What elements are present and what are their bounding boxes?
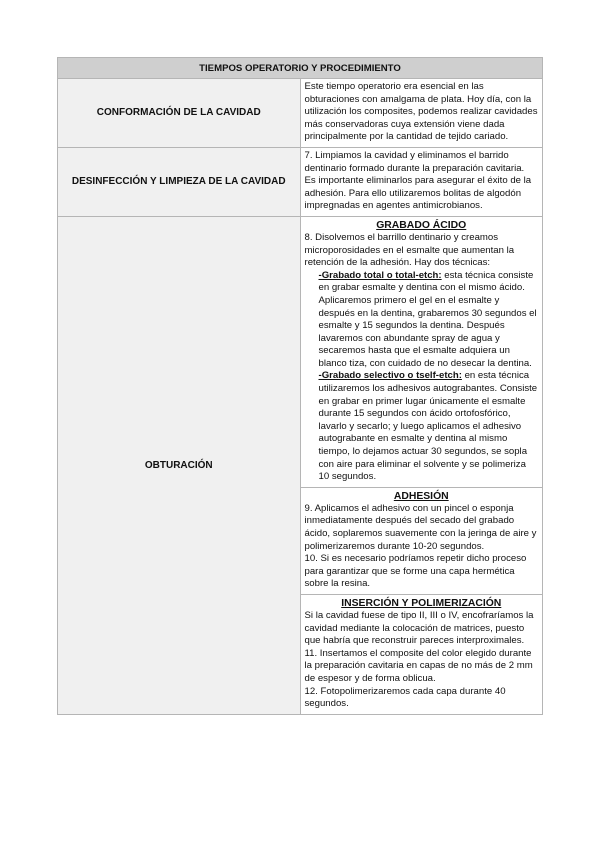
- table-title: TIEMPOS OPERATORIO Y PROCEDIMIENTO: [58, 58, 543, 79]
- technique-self-etch: [305, 370, 539, 483]
- row-label-desinfeccion: DESINFECCIÓN Y LIMPIEZA DE LA CAVIDAD: [58, 147, 301, 216]
- technique-total-etch: [305, 270, 539, 371]
- insercion-cell: [300, 594, 543, 714]
- grabado-title: GRABADO ÁCIDO: [376, 219, 467, 231]
- technique-self-text: en esta técnica utilizaremos los adhesivos autograbantes. Consiste en grabar en primer lugar únicamente el esmalte durante 15 segundos con ácido ortofosfórico, lavarlo y secarlo; y luego aplicamos el adhesivo autograbante en esmalte y dentina al mismo tiempo, lo dejamos actuar 30 segundos, se sopla con aire para eliminar el solvente y se polimeriza 10 segundos.: [318, 370, 538, 483]
- grabado-cell: [300, 216, 543, 487]
- insercion-p2: 11. Insertamos el composite del color elegido durante la preparación cavitaria en capas de no más de 2 mm de espesor y de forma oblicua.: [304, 647, 533, 684]
- adhesion-p1: 9. Aplicamos el adhesivo con un pincel o esponja inmediatamente después del secado del grabado ácido, soplaremos suavemente con la jeringa de aire y polimerizaremos durante 10-20 segundos.: [304, 502, 537, 552]
- insercion-p3: 12. Fotopolimerizaremos cada capa durante 40 segundos.: [304, 685, 506, 710]
- row-text-desinfeccion: 7. Limpiamos la cavidad y eliminamos el barrido dentinario formado durante la preparación cavitaria. Es importante eliminarlos para asegurar el éxito de la adhesión. Para ello utilizaremos bolitas de algodón impregnadas en agentes antimicrobianos.: [300, 147, 543, 216]
- grabado-intro: 8. Disolvemos el barrillo dentinario y creamos microporosidades en el esmalte que aumentan la retención de la adhesión. Hay dos técnicas:: [304, 231, 515, 269]
- insercion-title: INSERCIÓN Y POLIMERIZACIÓN: [341, 597, 502, 609]
- table-row: [58, 216, 543, 487]
- adhesion-title: ADHESIÓN: [393, 490, 449, 502]
- row-label-conformacion: CONFORMACIÓN DE LA CAVIDAD: [58, 79, 301, 148]
- procedure-table: [57, 57, 543, 715]
- row-text-conformacion: Este tiempo operatorio era esencial en las obturaciones con amalgama de plata. Hoy día, con la utilización los composites, podemos realizar cavidades más conservadoras cuya extensión viene dada principalmente por la cantidad de tejido cariado.: [300, 79, 543, 148]
- table-row: [58, 147, 543, 216]
- adhesion-cell: [300, 487, 543, 594]
- technique-total-text: esta técnica consiste en grabar esmalte y dentina con el mismo ácido. Aplicaremos primero el gel en el esmalte y después en la dentina, grabaremos 30 segundos el esmalte y 15 segundos la dentina. Después lavaremos con abundante spray de agua y secaremos hasta que el esmalte adquiera un blanco tiza, con cuidado de no desecar la dentina.: [318, 269, 537, 369]
- table-row: [58, 79, 543, 148]
- row-label-obturacion: OBTURACIÓN: [58, 216, 301, 714]
- technique-self-label: -Grabado selectivo o tself-etch:: [318, 370, 462, 382]
- insercion-p1: Si la cavidad fuese de tipo II, III o IV, encofraríamos la cavidad mediante la colocación de matrices, puesto que habría que reconstruir pareces interproximales.: [304, 609, 534, 647]
- header-row: [58, 58, 543, 79]
- technique-total-label: -Grabado total o total-etch:: [318, 269, 442, 281]
- adhesion-p2: 10. Si es necesario podríamos repetir dicho proceso para garantizar que se forme una capa hermética sobre la resina.: [304, 553, 527, 590]
